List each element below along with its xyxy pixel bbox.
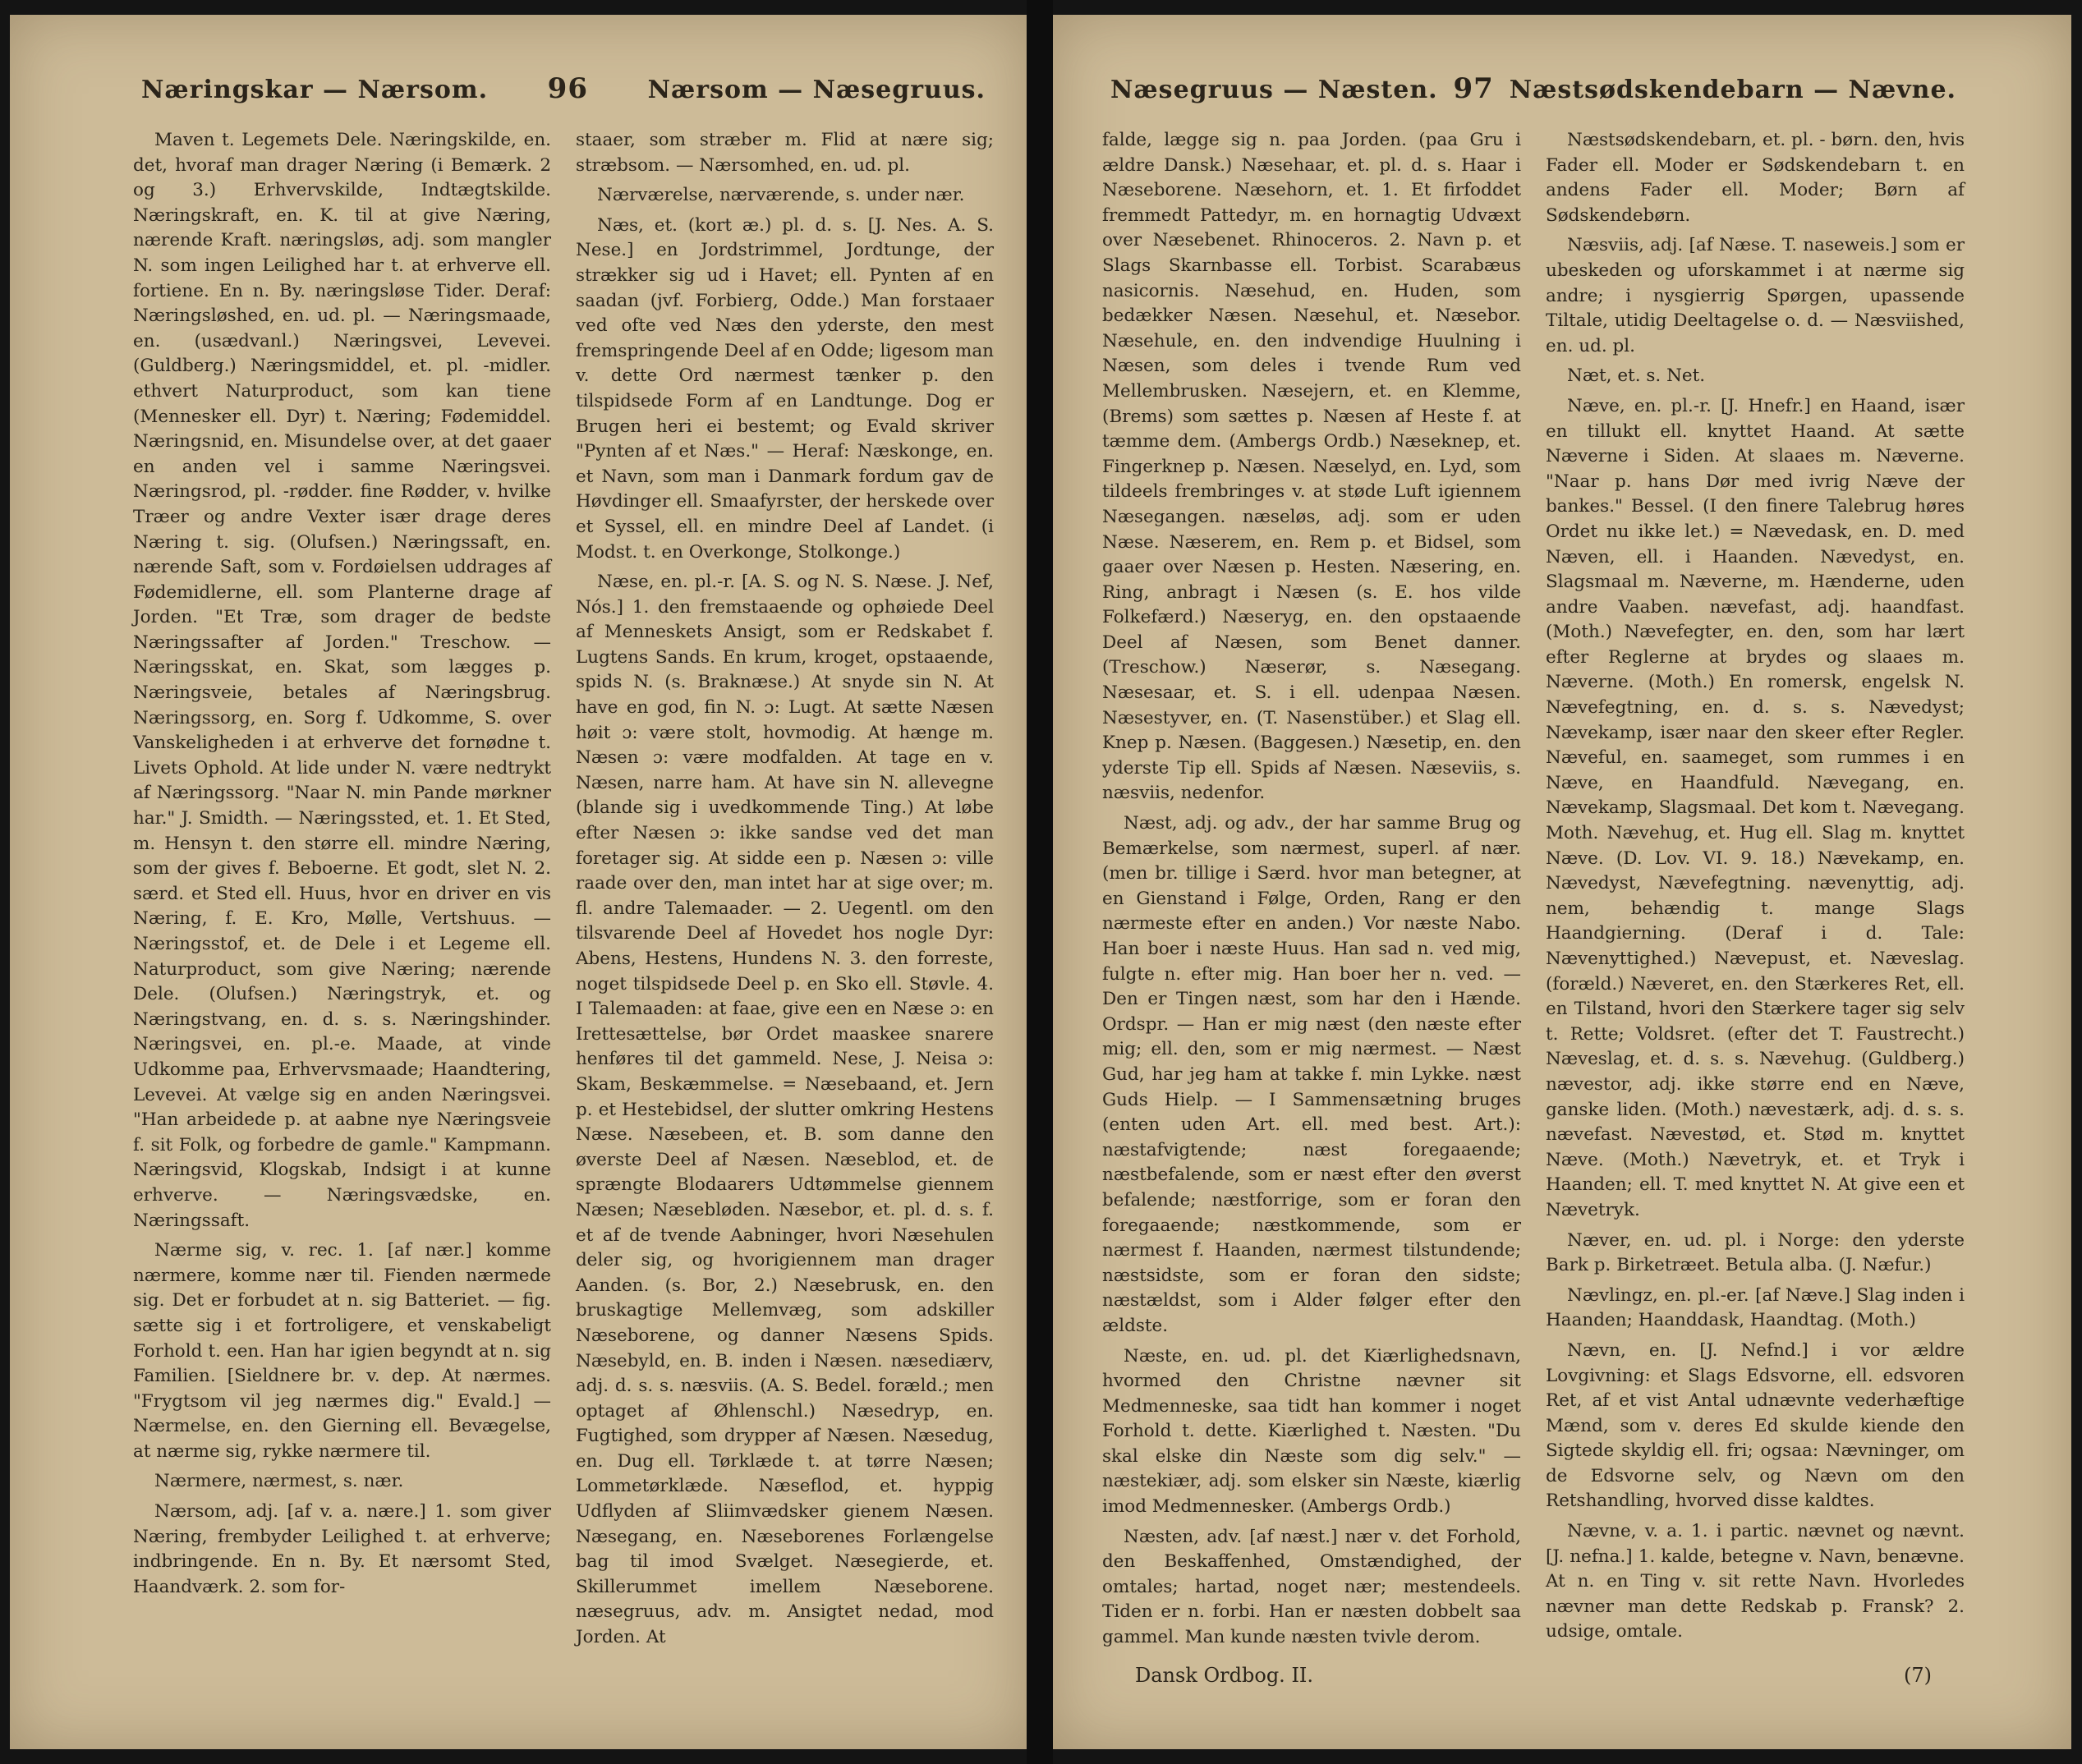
dictionary-entry: Næver, en. ud. pl. i Norge: den yderste Bark p. Birketræet. Betula alba. (J. Næfur.)	[1546, 1229, 1965, 1276]
right-page-footer	[1102, 1664, 1965, 1687]
dictionary-entry: Næse, en. pl.-r. [A. S. og N. S. Næse. J. Nef, Nós.] 1. den fremstaaende og ophøiede Deel af Menneskets Ansigt, som er Redskabet f. Lugtens Sands. En krum, kroget, opstaaende, spids N. (s. Braknæse.) At snyde sin N. At have en god, fin N. ɔ: Lugt. At sætte Næsen høit ɔ: være stolt, hovmodig. At hænge m. Næsen ɔ: være modfalden. At tage en v. Næsen, narre ham. At have sin N. allevegne (blande sig i uvedkommende Ting.) At løbe efter Næsen ɔ: ikke sandse ved det man foretager sig. At sidde een p. Næsen ɔ: ville raade over den, man intet har at sige over; m. fl. andre Talemaader. — 2. Uegentl. om den tilsvarende Deel af Hovedet hos nogle Dyr: Abens, Hestens, Hundens N. 3. den forreste, noget tilspidsede Deel p. en Sko ell. Støvle. 4. I Talemaaden: at faae, give een en Næse ɔ: en Irettesættelse, bør Ordet maaskee snarere henføres til det gammeld. Nese, J. Neisa ɔ: Skam, Beskæmmelse. = Næsebaand, et. Jern p. et Hestebidsel, der slutter omkring Hestens Næse. Næsebeen, et. B. som danne den øverste Deel af Næsen. Næseblod, et. de sprængte Blodaarers Udtømmelse giennem Næsen; Næsebløden. Næsebor, et. pl. d. s. f. et af de tvende Aabninger, hvori Næsehulen deler sig, og hvorigiennem man drager Aanden. (s. Bor, 2.) Næsebrusk, en. den bruskagtige Mellemvæg, som adskiller Næseborene, og danner Næsens Spids. Næsebyld, en. B. inden i Næsen. næsediærv, adj. d. s. s. næsviis. (A. S. Bedel. foræld.; men optaget af Øhlenschl.) Næsedryp, en. Fugtighed, som drypper af Næsen. Næsedug, en. Dug ell. Tørklæde t. at tørre Næsen; Lommetørklæde. Næseflod, et. hyppig Udflyden af Sliimvædsker gienem Næsen. Næsegang, en. Næseborenes Forlængelse bag til imod Svælget. Næsegierde, et. Skillerummet imellem Næseborene. næsegruus, adv. m. Ansigtet nedad, mod Jorden. At	[576, 572, 994, 1648]
left-column-2	[576, 128, 994, 1656]
left-page	[10, 15, 1027, 1749]
dictionary-entry: Nærmere, nærmest, s. nær.	[154, 1471, 404, 1492]
dictionary-entry: staaer, som stræber m. Flid at nære sig; stræbsom. — Nærsomhed, en. ud. pl.	[576, 130, 994, 176]
right-column-2	[1546, 128, 1965, 1656]
dictionary-entry: falde, lægge sig n. paa Jorden. (paa Gru i ældre Dansk.) Næsehaar, et. pl. d. s. Haar i Næseborene. Næsehorn, et. 1. Et firfoddet fremmedt Pattedyr, m. en hornagtig Udvæxt over Næsebenet. Rhinoceros. 2. Navn p. et Slags Skarnbasse ell. Torbist. Scarabæus nasicornis. Næsehud, en. Huden, som bedækker Næsen. Næsehul, et. Næsebor. Næsehule, en. den indvendige Huulning i Næsen, som deles i tvende Rum ved Mellembrusken. Næsejern, et. en Klemme, (Brems) som sættes p. Næsen af Heste f. at tæmme dem. (Ambergs Ordb.) Næseknep, et. Fingerknep p. Næsen. Næselyd, en. Lyd, som tildeels frembringes v. at støde Luft igiennem Næsegangen. næseløs, adj. som er uden Næse. Næserem, en. Rem p. et Bidsel, som gaaer over Næsen p. Hesten. Næsering, en. Ring, anbragt i Næsen (s. E. hos vilde Folkefærd.) Næseryg, en. den opstaaende Deel af Næsen, som Benet danner. (Treschow.) Næserør, s. Næsegang. Næsesaar, et. S. i ell. udenpaa Næsen. Næsestyver, en. (T. Nasenstüber.) et Slag ell. Knep p. Næsen. (Baggesen.) Næsetip, en. den yderste Tip ell. Spids af Næsen. Næseviis, s. næsviis, nedenfor.	[1102, 130, 1521, 804]
right-head-first-word: Næsegruus — Næsten.	[1110, 76, 1438, 104]
right-page	[1053, 15, 2071, 1749]
dictionary-entry: Næst, adj. og adv., der har samme Brug og Bemærkelse, som nærmest, superl. af nær. (men br. tillige i Særd. hvor man betegner, at en Gienstand i Følge, Orden, Rang er den nærmeste efter en anden.) Vor næste Nabo. Han boer i næste Huus. Han sad n. ved mig, fulgte n. efter mig. Han boer her n. ved. — Den er Tingen næst, som har den i Hænde. Ordspr. — Han er mig næst (den næste efter mig; ell. den, som er mig nærmest. — Næst Gud, har jeg ham at takke f. min Lykke. næst Guds Hielp. — I Sammensætning bruges (enten uden Art. ell. med best. Art.): næstafvigtende; næst foregaaende; næstbefalende, som er næst efter den øverst befalende; næstforrige, som er foran den foregaaende; næstkommende, som er nærmest f. Haanden, nærmest tilstundende; næstsidste, som er foran den sidste; næstældst, som i Alder følger efter den ældste.	[1102, 813, 1521, 1336]
dictionary-entry: Nævlingz, en. pl.-er. [af Næve.] Slag inden i Haanden; Haanddask, Haandtag. (Moth.)	[1546, 1284, 1965, 1331]
right-columns	[1102, 128, 1965, 1656]
right-running-head	[1102, 72, 1965, 105]
dictionary-entry: Næste, en. ud. pl. det Kiærlighedsnavn, hvormed den Christne nævner sit Medmenneske, saa tidt han kommer i noget Forhold t. dette. Kiærlighed t. Næsten. "Du skal elske din Næste som dig selv." — næstekiær, adj. som elsker sin Næste, kiærlig imod Medmennesker. (Ambergs Ordb.)	[1102, 1345, 1521, 1518]
dictionary-entry: Maven t. Legemets Dele. Næringskilde, en. det, hvoraf man drager Næring (i Bemærk. 2 og 3.) Erhvervskilde, Indtægtskilde. Næringskraft, en. K. til at give Næring, nærende Kraft. næringsløs, adj. som mangler N. som ingen Leilighed har t. at erhverve ell. fortiene. En n. By. næringsløse Tider. Deraf: Næringsløshed, en. ud. pl. — Næringsmaade, en. (usædvanl.) Næringsvei, Levevei. (Guldberg.) Næringsmiddel, et. pl. -midler. ethvert Naturproduct, som kan tiene (Mennesker ell. Dyr) t. Næring; Fødemiddel. Næringsnid, en. Misundelse over, at det gaaer en anden vel i samme Næringsvei. Næringsrod, pl. -rødder. fine Rødder, v. hvilke Træer og andre Vexter især drage deres Næring t. sig. (Olufsen.) Næringssaft, en. nærende Saft, som v. Fordøielsen uddrages af Fødemidlerne, ell. som Planterne drage af Jorden. "Et Træ, som drager de bedste Næringssafter af Jorden." Treschow. — Næringsskat, en. Skat, som lægges p. Næringsveie, betales af Næringsbrug. Næringssorg, en. Sorg f. Udkomme, S. over Vanskeligheden i at erhverve det fornødne t. Livets Ophold. At lide under N. være nedtrykt af Næringssorg. "Naar N. min Pande mørkner har." J. Smidth. — Næringssted, et. 1. Et Sted, m. Hensyn t. den større ell. mindre Næring, som der gives f. Beboerne. Et godt, slet N. 2. særd. et Sted ell. Huus, hvor en driver en vis Næring, f. E. Kro, Mølle, Vertshuus. — Næringsstof, et. de Dele i et Legeme ell. Naturproduct, som give Næring; nærende Dele. (Olufsen.) Næringstryk, et. og Næringstvang, en. d. s. s. Næringshinder. Næringsvei, en. pl.-e. Maade, at vinde Udkomme paa, Erhvervsmaade; Haandtering, Levevei. At vælge sig en anden Næringsvei. "Han arbeidede p. at aabne nye Næringsveie f. sit Folk, og forbedre de gamle." Kampmann. Næringsvid, Klogskab, Indsigt i at kunne erhverve. — Næringsvædske, en. Næringssaft.	[133, 130, 551, 1231]
right-column-1	[1102, 128, 1521, 1656]
right-page-number: 97	[1453, 72, 1494, 105]
signature-mark: Dansk Ordbog. II.	[1135, 1663, 1314, 1687]
dictionary-entry: Nærværelse, nærværende, s. under nær.	[597, 185, 965, 206]
left-columns	[133, 128, 994, 1656]
sheet-number: (7)	[1904, 1663, 1932, 1687]
dictionary-entry: Næstsødskendebarn, et. pl. - børn. den, hvis Fader ell. Moder er Sødskendebarn t. en andens Fader ell. Moder; Børn af Sødskendebørn.	[1546, 130, 1965, 226]
dictionary-entry: Nærsom, adj. [af v. a. nære.] 1. som giver Næring, frembyder Leilighed t. at erhverve; indbringende. En n. By. Et nærsomt Sted, Haandværk. 2. som for-	[133, 1501, 551, 1597]
dictionary-entry: Næs, et. (kort æ.) pl. d. s. [J. Nes. A. S. Nese.] en Jordstrimmel, Jordtunge, der strækker sig ud i Havet; ell. Pynten af en saadan (jvf. Forbierg, Odde.) Man forstaaer ved ofte ved Næs den yderste, den mest fremspringende Deel af en Odde; ligesom man v. dette Ord nærmest tænker p. den tilspidsede Form af en Landtunge. Dog er Brugen heri ei bestemt; og Evald skriver "Pynten af et Næs." — Heraf: Næskonge, en. et Navn, som man i Danmark fordum gav de Høvdinger ell. Smaafyrster, der herskede over et Syssel, ell. en mindre Deel af Landet. (i Modst. t. en Overkonge, Stolkonge.)	[576, 214, 994, 563]
left-head-last-word: Nærsom — Næsegruus.	[647, 76, 986, 104]
left-head-first-word: Næringskar — Nærsom.	[141, 76, 489, 104]
right-head-last-word: Næstsødskendebarn — Nævne.	[1509, 76, 1956, 104]
book-gutter	[1027, 0, 1053, 1764]
dictionary-entry: Næve, en. pl.-r. [J. Hnefr.] en Haand, især en tillukt ell. knyttet Haand. At sætte Næverne i Siden. At slaaes m. Næverne. "Naar p. hans Dør med ivrig Næve der bankes." Bessel. (I den finere Talebrug høres Ordet nu ikke let.) = Nævedask, en. D. med Næven, ell. i Haanden. Nævedyst, en. Slagsmaal m. Næverne, m. Hænderne, uden andre Vaaben. nævefast, adj. haandfast. (Moth.) Nævefegter, en. den, som har lært efter Reglerne at brydes og slaaes m. Næverne. (Moth.) En romersk, engelsk N. Nævefegtning, en. d. s. s. Nævedyst; Nævekamp, især naar den skeer efter Regler. Næveful, en. saameget, som rummes i en Næve, en Haandfuld. Nævegang, en. Nævekamp, Slagsmaal. Det kom t. Nævegang. Moth. Nævehug, et. Hug ell. Slag m. knyttet Næve. (D. Lov. VI. 9. 18.) Nævekamp, en. Nævedyst, Nævefegtning. nævenyttig, adj. nem, behændig t. mange Slags Haandgierning. (Deraf i d. Tale: Nævenyttighed.) Nævepust, et. Næveslag. (foræld.) Næveret, en. den Stærkeres Ret, ell. en Tilstand, hvori den Stærkere tager sig selv t. Rette; Voldsret. (efter det T. Faustrecht.) Næveslag, et. d. s. s. Nævehug. (Guldberg.) nævestor, adj. ikke større end en Næve, ganske liden. (Moth.) nævestærk, adj. d. s. s. nævefast. Nævestød, et. Stød m. knyttet Næve. (Moth.) Nævetryk, et. et Tryk i Haanden; ell. T. med knyttet N. At give een et Nævetryk.	[1546, 395, 1965, 1220]
left-column-1	[133, 128, 551, 1656]
dictionary-entry: Næsviis, adj. [af Næse. T. naseweis.] som er ubeskeden og uforskammet i at nærme sig andre; i nysgierrig Spørgen, upassende Tiltale, utidig Deeltagelse o. d. — Næsviished, en. ud. pl.	[1546, 235, 1965, 356]
dictionary-entry: Næsten, adv. [af næst.] nær v. det Forhold, den Beskaffenhed, Omstændighed, der omtales; hartad, noget nær; mestendeels. Tiden er n. forbi. Han er næsten dobbelt saa gammel. Man kunde næsten tvivle derom.	[1102, 1526, 1521, 1648]
dictionary-entry: Nævn, en. [J. Nefnd.] i vor ældre Lovgivning: et Slags Edsvorne, ell. edsvoren Ret, af et vist Antal udnævnte vederhæftige Mænd, som v. deres Ed skulde kiende den Sigtede skyldig ell. fri; ogsaa: Nævninger, om de Edsvorne selv, og Nævn om den Retshandling, hvorved disse kaldtes.	[1546, 1339, 1965, 1512]
dictionary-entry: Nærme sig, v. rec. 1. [af nær.] komme nærmere, komme nær til. Fienden nærmede sig. Det er forbudet at n. sig Batteriet. — fig. sætte sig i et fortroligere, et venskabeligt Forhold t. een. Han har igien begyndt at n. sig Familien. [Sieldnere br. v. dep. At nærmes. "Frygtsom vil jeg nærmes dig." Evald.] — Nærmelse, en. den Gierning ell. Bevægelse, at nærme sig, rykke nærmere til.	[133, 1240, 551, 1462]
left-page-number: 96	[547, 72, 588, 105]
dictionary-entry: Næt, et. s. Net.	[1567, 365, 1706, 387]
left-running-head	[133, 72, 994, 105]
dictionary-entry: Nævne, v. a. 1. i partic. nævnet og nævnt. [J. nefna.] 1. kalde, betegne v. Navn, benævne. At n. en Ting v. sit rette Navn. Hvorledes nævner man dette Redskab p. Fransk? 2. udsige, omtale.	[1546, 1521, 1965, 1642]
